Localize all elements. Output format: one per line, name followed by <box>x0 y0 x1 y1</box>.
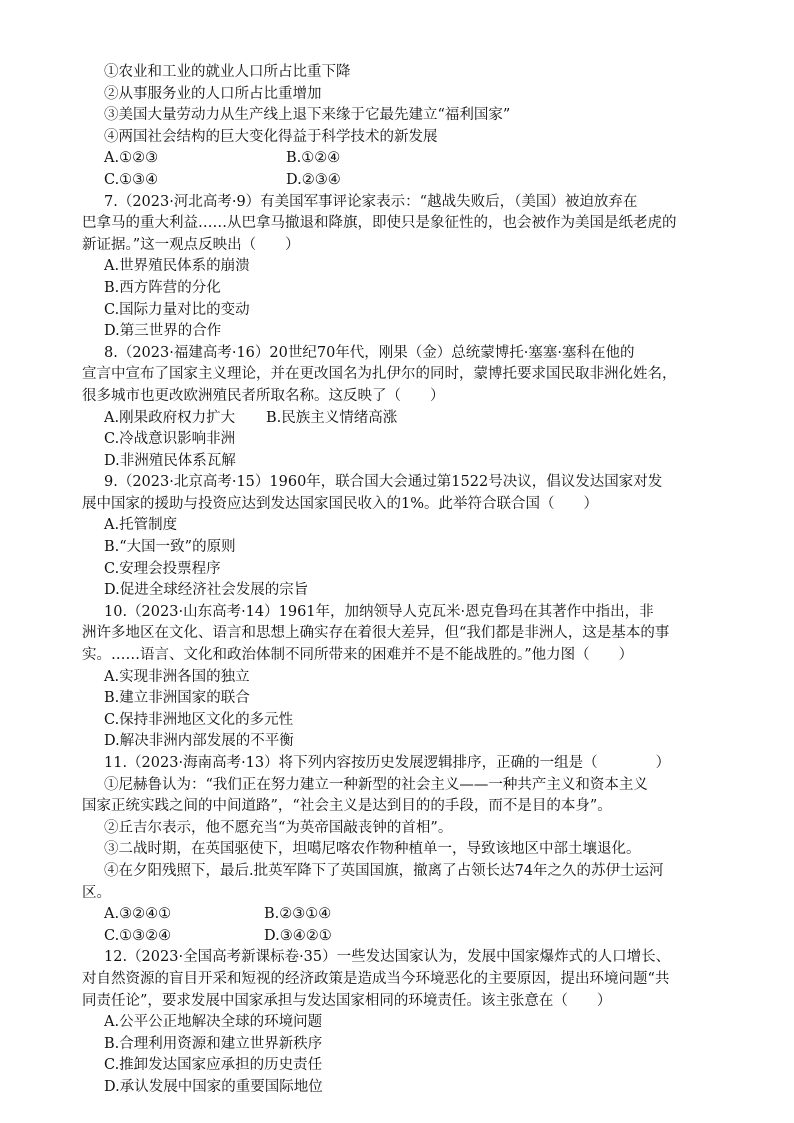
option-a[interactable]: A.实现非洲各国的独立 <box>104 668 250 685</box>
option-c[interactable]: C.冷战意识影响非洲 <box>104 431 236 448</box>
option-c[interactable]: C.①③②④ <box>104 927 172 944</box>
question-12 <box>82 947 732 1098</box>
option-d[interactable]: D.②③④ <box>286 171 341 188</box>
question-stem: 7.（2023·河北高考·9）有美国军事评论家表示：“越战失败后，（美国）被迫放弃在 <box>104 193 638 210</box>
option-d[interactable]: D.非洲殖民体系瓦解 <box>104 452 236 469</box>
statement: ④两国社会结构的巨大变化得益于科学技术的新发展 <box>104 128 438 145</box>
question-stem: 新证据。”这一观点反映出（ ） <box>82 236 300 253</box>
option-d[interactable]: D.承认发展中国家的重要国际地位 <box>104 1078 323 1095</box>
question-stem: 对自然资源的盲目开采和短视的经济政策是造成当今环境恶化的主要原因，提出环境问题“共 <box>82 970 670 987</box>
sequence-item-4: ④在夕阳残照下，最后.批英军降下了英国国旗，撤离了占领长达74年之久的苏伊士运河 <box>104 862 664 879</box>
question-10 <box>82 602 732 753</box>
sequence-item-1: ①尼赫鲁认为：“我们正在努力建立一种新型的社会主义——一种共产主义和资本主义 <box>104 776 648 793</box>
option-c[interactable]: C.安理会投票程序 <box>104 560 221 577</box>
option-c[interactable]: C.①③④ <box>104 171 159 188</box>
option-b[interactable]: B.合理利用资源和建立世界新秩序 <box>104 1035 323 1052</box>
sequence-item-2: ②丘吉尔表示，他不愿充当“为英帝国敲丧钟的首相”。 <box>104 819 453 836</box>
question-stem: 10.（2023·山东高考·14）1961年，加纳领导人克瓦米·恩克鲁玛在其著作中指出，非 <box>104 603 654 620</box>
option-b[interactable]: B.“大国一致”的原则 <box>104 539 236 556</box>
option-b[interactable]: B.西方阵营的分化 <box>104 279 221 296</box>
question-stem: 实。……语言、文化和政治体制不同所带来的困难并不是不能战胜的。”他力图（ ） <box>82 647 634 664</box>
option-d[interactable]: D.解决非洲内部发展的不平衡 <box>104 733 294 750</box>
question-11 <box>82 753 732 947</box>
sequence-item-3: ③二战时期，在英国驱使下，坦噶尼喀农作物种植单一，导致该地区中部土壤退化。 <box>104 841 641 858</box>
option-b[interactable]: B.②③①④ <box>264 906 332 923</box>
statement: ②从事服务业的人口所占比重增加 <box>104 85 322 102</box>
question-9 <box>82 472 732 602</box>
option-b[interactable]: B.建立非洲国家的联合 <box>104 690 250 707</box>
option-c[interactable]: C.推卸发达国家应承担的历史责任 <box>104 1057 323 1074</box>
question-stem: 9.（2023·北京高考·15）1960年，联合国大会通过第1522号决议，倡议发达国家对发 <box>104 474 663 491</box>
option-d[interactable]: D.第三世界的合作 <box>104 323 222 340</box>
option-b[interactable]: B.①②④ <box>286 150 341 167</box>
question-8 <box>82 343 732 473</box>
statement: ③美国大量劳动力从生产线上退下来缘于它最先建立“福利国家” <box>104 107 511 124</box>
q11-options-row-2 <box>82 926 732 948</box>
q6-options-row-2 <box>82 170 732 192</box>
option-a[interactable]: A.刚果政府权力扩大 <box>104 409 236 426</box>
option-d[interactable]: D.③④②① <box>264 927 332 944</box>
sequence-item-4: 区。 <box>82 884 111 901</box>
q6-options-row-1 <box>82 148 732 170</box>
exam-page <box>82 62 732 1099</box>
q8-options-row <box>82 408 732 430</box>
q11-options-row-1 <box>82 904 732 926</box>
question-stem: 11.（2023·海南高考·13）将下列内容按历史发展逻辑排序，正确的一组是（ ） <box>104 755 671 771</box>
question-stem: 很多城市也更改欧洲殖民者所取名称。这反映了（ ） <box>82 387 445 404</box>
question-stem: 宣言中宣布了国家主义理论，并在更改国名为扎伊尔的同时，蒙博托要求国民取非洲化姓名， <box>82 366 677 383</box>
question-stem: 12.（2023·全国高考新课标卷·35）一些发达国家认为，发展中国家爆炸式的人口增长、 <box>104 949 671 966</box>
option-a[interactable]: A.公平公正地解决全球的环境问题 <box>104 1014 323 1031</box>
option-a[interactable]: A.托管制度 <box>104 517 178 534</box>
q6-statements <box>82 62 732 148</box>
question-7 <box>82 192 732 343</box>
option-c[interactable]: C.保持非洲地区文化的多元性 <box>104 711 294 728</box>
sequence-item-1: 国家正统实践之间的中间道路”，“社会主义是达到目的的手段，而不是目的本身”。 <box>82 798 612 815</box>
option-c[interactable]: C.国际力量对比的变动 <box>104 301 250 318</box>
question-stem: 8.（2023·福建高考·16）20世纪70年代，刚果（金）总统蒙博托·塞塞·塞科在他的 <box>104 344 635 361</box>
question-stem: 同责任论”，要求发展中国家承担与发达国家相同的环境责任。该主张意在（ ） <box>82 992 612 1009</box>
question-stem: 展中国家的援助与投资应达到发达国家国民收入的1%。此举符合联合国（ ） <box>82 495 599 512</box>
statement: ①农业和工业的就业人口所占比重下降 <box>104 64 351 80</box>
option-d[interactable]: D.促进全球经济社会发展的宗旨 <box>104 582 309 599</box>
option-a[interactable]: A.世界殖民体系的崩溃 <box>104 258 250 275</box>
option-a[interactable]: A.③②④① <box>104 906 172 923</box>
option-a[interactable]: A.①②③ <box>104 150 159 167</box>
option-b[interactable]: B.民族主义情绪高涨 <box>266 409 398 426</box>
question-stem: 巴拿马的重大利益……从巴拿马撤退和降旗，即使只是象征性的，也会被作为美国是纸老虎的 <box>82 215 677 232</box>
question-stem: 洲许多地区在文化、语言和思想上确实存在着很大差异，但“我们都是非洲人，这是基本的事 <box>82 625 670 642</box>
